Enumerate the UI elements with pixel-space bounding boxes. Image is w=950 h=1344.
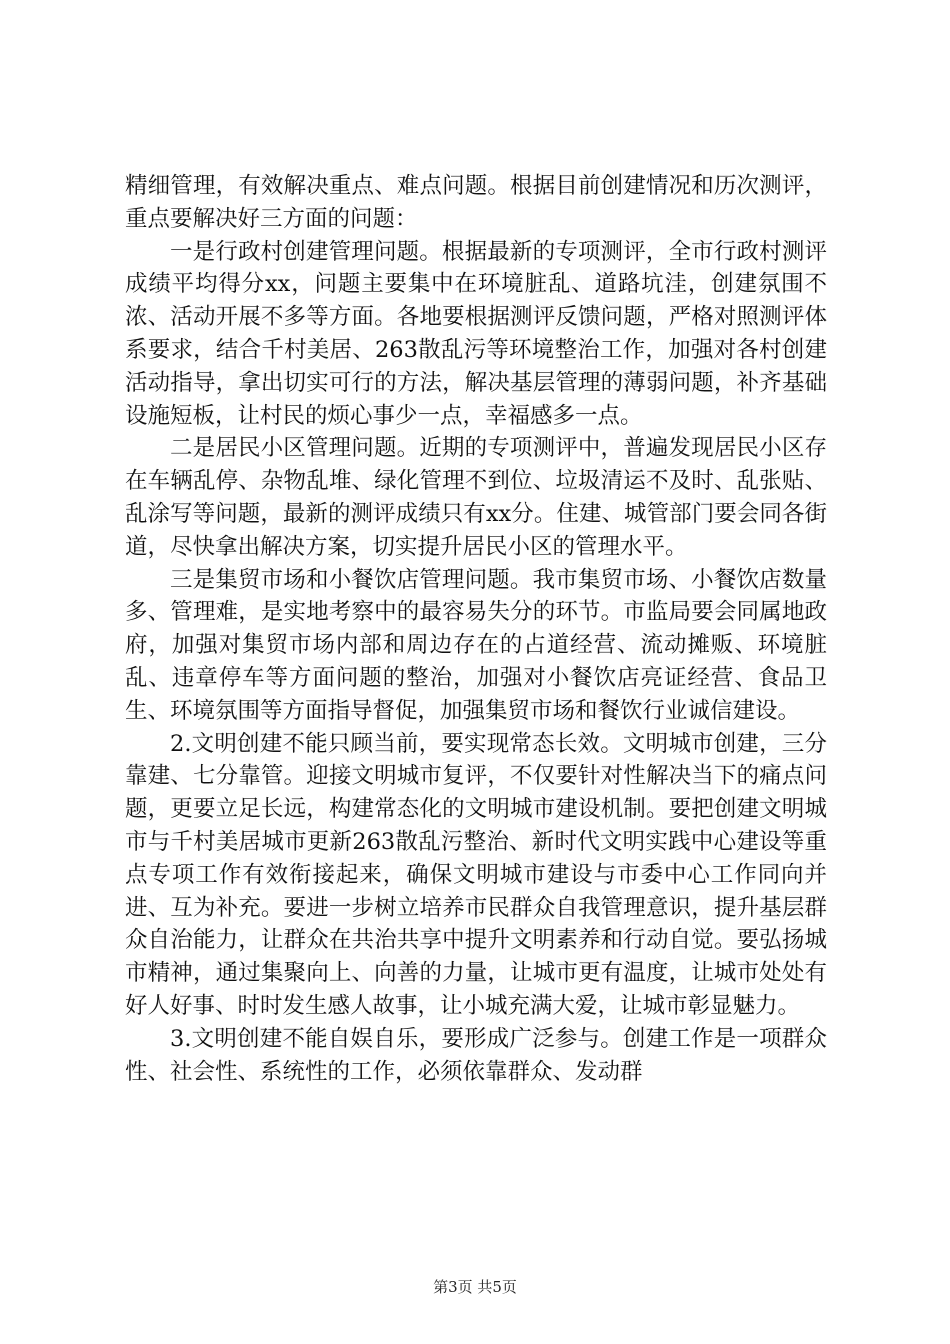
paragraph-broad-participation: 3.文明创建不能自娱自乐，要形成广泛参与。创建工作是一项群众性、社会性、系统性的工作，必须依靠群众、发动群 — [125, 1025, 827, 1085]
paragraph-residential-management: 二是居民小区管理问题。近期的专项测评中，普遍发现居民小区存在车辆乱停、杂物乱堆、绿化管理不到位、垃圾清运不及时、乱张贴、乱涂写等问题，最新的测评成绩只有xx分。住建、城管部门要会同各街道，尽快拿出解决方案，切实提升居民小区的管理水平。 — [125, 435, 827, 560]
paragraph-long-term-mechanism: 2.文明创建不能只顾当前，要实现常态长效。文明城市创建，三分靠建、七分靠管。迎接文明城市复评，不仅要针对性解决当下的痛点问题，更要立足长远，构建常态化的文明城市建设机制。要把创建文明城市与千村美居城市更新263散乱污整治、新时代文明实践中心建设等重点专项工作有效衔接起来，确保文明城市建设与市委中心工作同向并进、互为补充。要进一步树立培养市民群众自我管理意识，提升基层群众自治能力，让群众在共治共享中提升文明素养和行动自觉。要弘扬城市精神，通过集聚向上、向善的力量，让城市更有温度，让城市处处有好人好事、时时发生感人故事，让小城充满大爱，让城市彰显魅力。 — [125, 730, 827, 1019]
paragraph-market-management: 三是集贸市场和小餐饮店管理问题。我市集贸市场、小餐饮店数量多、管理难，是实地考察中的最容易失分的环节。市监局要会同属地政府，加强对集贸市场内部和周边存在的占道经营、流动摊贩、环境脏乱、违章停车等方面问题的整治，加强对小餐饮店亮证经营、食品卫生、环境氛围等方面指导督促，加强集贸市场和餐饮行业诚信建设。 — [125, 566, 827, 724]
paragraph-continuation: 精细管理，有效解决重点、难点问题。根据目前创建情况和历次测评，重点要解决好三方面的问题： — [125, 173, 827, 232]
document-body — [125, 170, 827, 1088]
paragraph-village-management: 一是行政村创建管理问题。根据最新的专项测评，全市行政村测评成绩平均得分xx，问题主要集中在环境脏乱、道路坑洼，创建氛围不浓、活动开展不多等方面。各地要根据测评反馈问题，严格对照测评体系要求，结合千村美居、263散乱污等环境整治工作，加强对各村创建活动指导，拿出切实可行的方法，解决基层管理的薄弱问题，补齐基础设施短板，让村民的烦心事少一点，幸福感多一点。 — [125, 238, 827, 429]
page-number-label: 第3页 共5页 — [433, 1278, 517, 1296]
page-footer — [0, 1276, 950, 1297]
